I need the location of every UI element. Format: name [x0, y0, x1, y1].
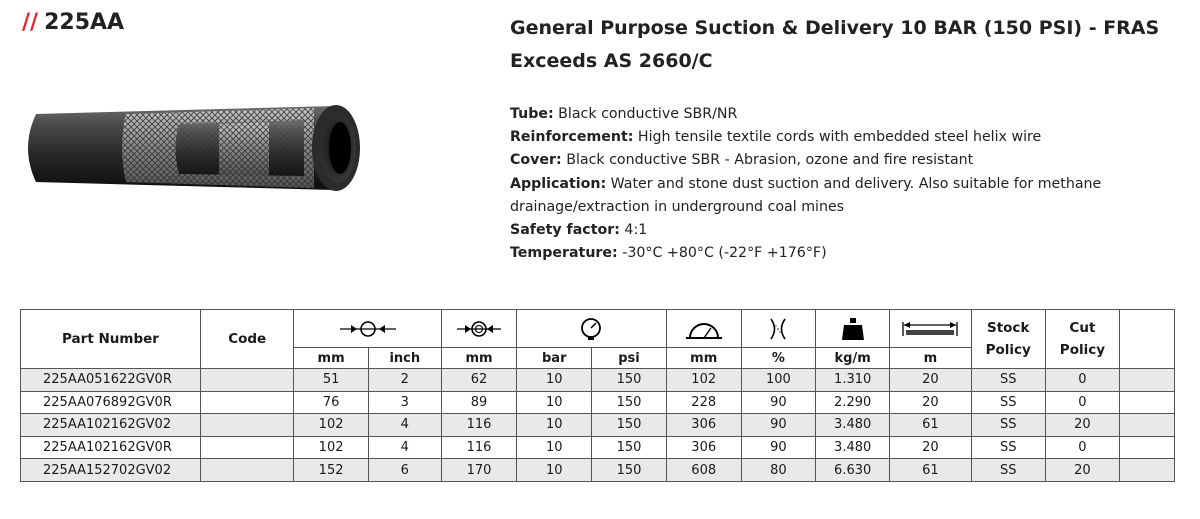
headline-line-2: Exceeds AS 2660/C: [510, 50, 713, 72]
cell-id-inch: 4: [368, 414, 441, 437]
bend-radius-icon: [684, 317, 724, 341]
cell-psi: 150: [592, 369, 666, 392]
unit-length: m: [890, 348, 971, 369]
cell-bar: 10: [517, 414, 592, 437]
cell-id-inch: 4: [368, 436, 441, 459]
unit-psi: psi: [592, 348, 666, 369]
cell-length: 20: [890, 391, 971, 414]
cell-cut-policy: 0: [1045, 436, 1119, 459]
cell-id-mm: 102: [294, 414, 368, 437]
cell-weight: 1.310: [816, 369, 890, 392]
cell-code: [200, 391, 294, 414]
cell-id-mm: 51: [294, 369, 368, 392]
spec-value: Black conductive SBR/NR: [553, 106, 738, 122]
cell-empty: [1120, 391, 1175, 414]
cell-bar: 10: [517, 391, 592, 414]
cell-length: 61: [890, 414, 971, 437]
cell-bar: 10: [517, 369, 592, 392]
header-row: [21, 310, 1175, 348]
spec-label: Safety factor:: [510, 222, 620, 239]
spec-list: [510, 103, 1190, 265]
cell-vacuum: 100: [741, 369, 815, 392]
cell-part-number: 225AA051622GV0R: [21, 369, 201, 392]
table-row: [21, 459, 1175, 482]
cell-psi: 150: [592, 391, 666, 414]
table-row: [21, 436, 1175, 459]
cell-empty: [1120, 369, 1175, 392]
cell-code: [200, 414, 294, 437]
spec-label: Application:: [510, 175, 607, 192]
header-stock-policy: Stock Policy: [971, 310, 1045, 369]
cell-cut-policy: 0: [1045, 369, 1119, 392]
accent-slashes: //: [22, 10, 39, 35]
spec-label: Tube:: [510, 106, 554, 122]
cell-bend-mm: 306: [666, 414, 741, 437]
cell-id-inch: 2: [368, 369, 441, 392]
cell-id-mm: 102: [294, 436, 368, 459]
header-outer-diameter: [441, 310, 516, 348]
cell-weight: 2.290: [816, 391, 890, 414]
header-weight: [816, 310, 890, 348]
unit-od-mm: mm: [441, 348, 516, 369]
cell-part-number: 225AA076892GV0R: [21, 391, 201, 414]
unit-bar: bar: [517, 348, 592, 369]
cell-weight: 6.630: [816, 459, 890, 482]
cell-cut-policy: 20: [1045, 414, 1119, 437]
pressure-gauge-icon: [576, 317, 606, 341]
cell-part-number: 225AA152702GV02: [21, 459, 201, 482]
cell-cut-policy: 20: [1045, 459, 1119, 482]
cell-stock-policy: SS: [971, 436, 1045, 459]
header-code: Code: [200, 310, 294, 369]
cell-psi: 150: [592, 459, 666, 482]
cell-od-mm: 116: [441, 414, 516, 437]
cell-empty: [1120, 459, 1175, 482]
table-row: [21, 391, 1175, 414]
spec-value: -30°C +80°C (-22°F +176°F): [617, 245, 827, 262]
cell-id-inch: 3: [368, 391, 441, 414]
cell-vacuum: 90: [741, 436, 815, 459]
parts-table: [20, 309, 1175, 482]
cell-bend-mm: 608: [666, 459, 741, 482]
cell-vacuum: 90: [741, 414, 815, 437]
header-pressure: [517, 310, 666, 348]
cell-empty: [1120, 436, 1175, 459]
spec-value: Water and stone dust suction and delivery. Also suitable for methane drainage/extraction in underground coal mines: [510, 175, 1102, 215]
product-code: 225AA: [44, 10, 125, 35]
cell-psi: 150: [592, 414, 666, 437]
weight-icon: [840, 317, 866, 341]
cell-part-number: 225AA102162GV02: [21, 414, 201, 437]
cell-vacuum: 90: [741, 391, 815, 414]
unit-bend-mm: mm: [666, 348, 741, 369]
unit-vacuum-percent: %: [741, 348, 815, 369]
cell-code: [200, 369, 294, 392]
unit-id-mm: mm: [294, 348, 368, 369]
cell-length: 20: [890, 436, 971, 459]
cell-vacuum: 80: [741, 459, 815, 482]
cell-code: [200, 436, 294, 459]
cell-stock-policy: SS: [971, 414, 1045, 437]
spec-label: Reinforcement:: [510, 129, 634, 146]
cell-stock-policy: SS: [971, 459, 1045, 482]
spec-reinforcement: [510, 126, 1190, 149]
cell-bar: 10: [517, 436, 592, 459]
inner-diameter-icon: [336, 319, 400, 339]
header-bend-radius: [666, 310, 741, 348]
cell-part-number: 225AA102162GV0R: [21, 436, 201, 459]
spec-value: High tensile textile cords with embedded steel helix wire: [633, 129, 1042, 146]
unit-id-inch: inch: [368, 348, 441, 369]
cell-cut-policy: 0: [1045, 391, 1119, 414]
vacuum-icon: [765, 317, 791, 341]
table-row: [21, 369, 1175, 392]
product-headline: [510, 12, 1190, 78]
table-row: [21, 414, 1175, 437]
cell-od-mm: 89: [441, 391, 516, 414]
cell-empty: [1120, 414, 1175, 437]
cell-length: 61: [890, 459, 971, 482]
cell-length: 20: [890, 369, 971, 392]
cell-id-mm: 76: [294, 391, 368, 414]
unit-weight: kg/m: [816, 348, 890, 369]
cell-weight: 3.480: [816, 436, 890, 459]
cell-psi: 150: [592, 436, 666, 459]
header-vacuum: [741, 310, 815, 348]
cell-id-inch: 6: [368, 459, 441, 482]
outer-diameter-icon: [455, 319, 503, 339]
cell-bend-mm: 306: [666, 436, 741, 459]
cell-stock-policy: SS: [971, 369, 1045, 392]
length-icon: [900, 319, 960, 339]
cell-bar: 10: [517, 459, 592, 482]
cell-bend-mm: 102: [666, 369, 741, 392]
cell-od-mm: 170: [441, 459, 516, 482]
hose-illustration: [14, 94, 374, 204]
cell-od-mm: 116: [441, 436, 516, 459]
cell-code: [200, 459, 294, 482]
spec-cover: [510, 149, 1190, 172]
product-title: [22, 10, 124, 35]
cell-weight: 3.480: [816, 414, 890, 437]
header-length: [890, 310, 971, 348]
cell-od-mm: 62: [441, 369, 516, 392]
spec-tube: [510, 103, 1190, 126]
spec-label: Temperature:: [510, 245, 618, 262]
spec-value: Black conductive SBR - Abrasion, ozone and fire resistant: [561, 152, 974, 169]
cell-id-mm: 152: [294, 459, 368, 482]
spec-label: Cover:: [510, 152, 562, 169]
spec-temperature: [510, 242, 1190, 265]
cell-bend-mm: 228: [666, 391, 741, 414]
header-part-number: Part Number: [21, 310, 201, 369]
headline-line-1: General Purpose Suction & Delivery 10 BAR (150 PSI) - FRAS: [510, 17, 1160, 39]
spec-application: [510, 173, 1190, 219]
header-inner-diameter: [294, 310, 441, 348]
header-empty: [1120, 310, 1175, 369]
spec-safety-factor: [510, 219, 1190, 242]
header-cut-policy: Cut Policy: [1045, 310, 1119, 369]
cell-stock-policy: SS: [971, 391, 1045, 414]
spec-value: 4:1: [619, 222, 648, 239]
